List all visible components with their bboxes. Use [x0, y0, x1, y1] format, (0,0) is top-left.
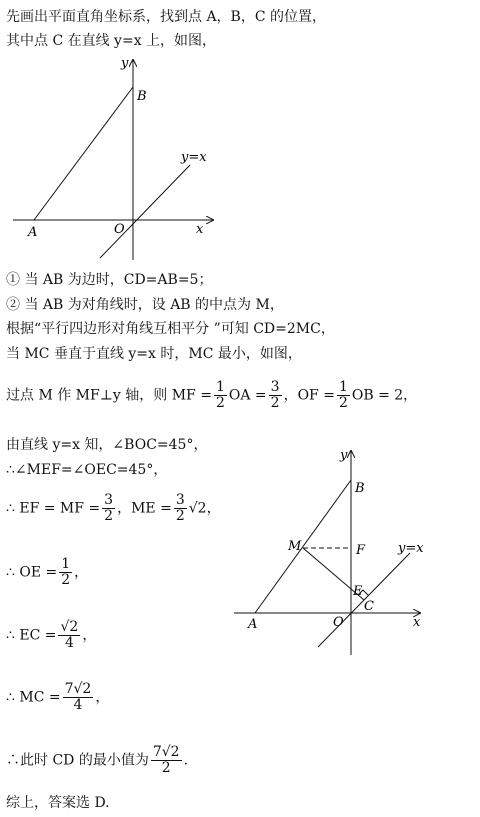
- label-m: M: [288, 539, 302, 554]
- line-ab: [255, 480, 351, 613]
- line-yx: [100, 165, 190, 258]
- label-x: x: [413, 615, 421, 630]
- fraction: $\frac{3}{2}$: [175, 492, 185, 524]
- fraction: $\frac{1}{2}$: [61, 556, 71, 588]
- label-x: x: [196, 222, 204, 237]
- text-line-7: 过点 M 作 MF⊥y 轴，则 MF = $\frac{1}{2}$ OA = $\frac{3}{2}$ ，OF = $\frac{1}{2}$ OB = 2，: [6, 379, 418, 411]
- fraction: $\frac{3}{2}$: [270, 379, 280, 411]
- fraction: $\frac{7√2}{4}$: [64, 681, 92, 713]
- label-b: B: [137, 89, 147, 104]
- fraction: $\frac{1}{2}$: [215, 379, 225, 411]
- figure-2: [230, 445, 430, 660]
- label-o: O: [114, 222, 125, 237]
- text-line-10: ∴ EF = MF = $\frac{3}{2}$ ，ME = $\frac{3}{2}$ √2，: [6, 492, 221, 524]
- text-line-12: ∴ EC = $\frac{√2}{4}$ ，: [6, 619, 97, 651]
- text-line-14: ∴此时 CD 的最小值为 $\frac{7√2}{2}$ .: [6, 744, 189, 776]
- text-line-2: 其中点 C 在直线 y=x 上，如图，: [6, 33, 217, 49]
- text-line-6: 当 MC 垂直于直线 y=x 时，MC 最小，如图，: [6, 346, 302, 362]
- fraction: $\frac{√2}{4}$: [60, 619, 79, 651]
- text-line-13: ∴ MC = $\frac{7√2}{4}$ ，: [6, 681, 110, 713]
- text-line-8: 由直线 y=x 知，∠BOC=45°，: [6, 437, 208, 453]
- label-o: O: [333, 615, 344, 630]
- label-e: E: [353, 584, 363, 599]
- fraction: $\frac{3}{2}$: [104, 492, 114, 524]
- text-line-15: 综上，答案选 D.: [6, 795, 110, 811]
- text-line-4: ② 当 AB 为对角线时，设 AB 的中点为 M，: [6, 297, 284, 313]
- label-yx: y=x: [398, 541, 424, 556]
- label-y: y: [340, 448, 348, 463]
- fraction: $\frac{7√2}{2}$: [152, 744, 180, 776]
- label-f: F: [356, 543, 366, 558]
- fraction: $\frac{1}{2}$: [338, 379, 348, 411]
- label-y: y: [121, 56, 129, 71]
- text-line-11: ∴ OE = $\frac{1}{2}$ ，: [6, 556, 89, 588]
- label-a: A: [28, 225, 38, 240]
- label-a: A: [248, 617, 258, 632]
- text-line-9: ∴∠MEF=∠OEC=45°，: [6, 462, 168, 478]
- text-line-5: 根据“平行四边形对角线互相平分 ”可知 CD=2MC，: [6, 321, 335, 337]
- text-line-3: ① 当 AB 为边时，CD=AB=5；: [6, 272, 213, 288]
- line-ab: [34, 87, 133, 220]
- label-b: B: [355, 481, 365, 496]
- figure-1: [8, 55, 238, 265]
- label-c: C: [364, 599, 374, 614]
- text-line-1: 先画出平面直角坐标系，找到点 A，B，C 的位置，: [6, 9, 327, 25]
- label-yx: y=x: [181, 150, 207, 165]
